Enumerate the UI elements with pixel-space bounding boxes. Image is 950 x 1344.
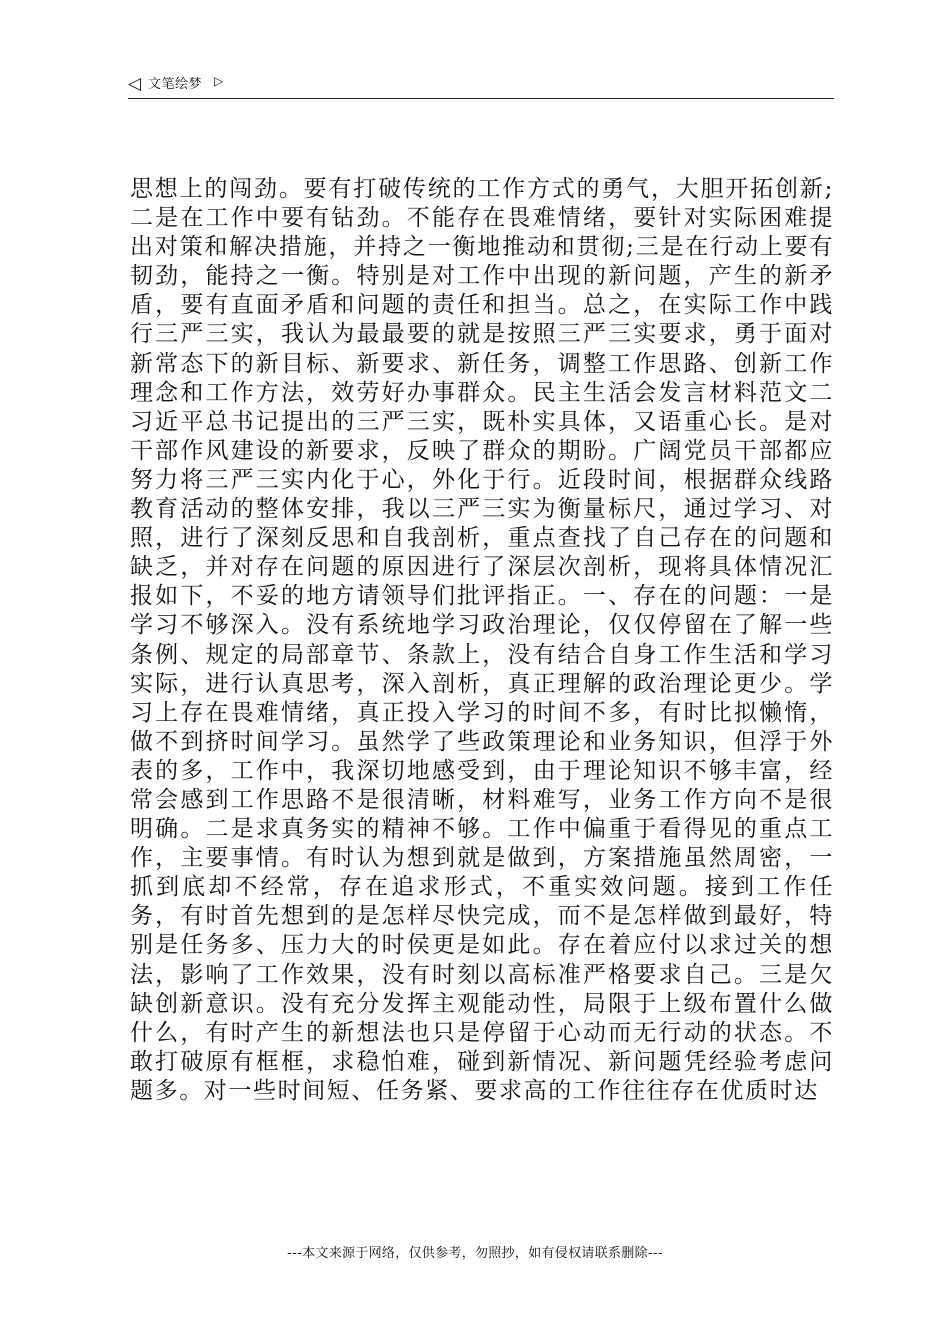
- header-title: 文笔绘梦: [148, 77, 203, 92]
- body-paragraph: 思想上的闯劲。要有打破传统的工作方式的勇气，大胆开拓创新;二是在工作中要有钻劲。不能存在畏难情绪，要针对实际困难提出对策和解决措施，并持之一衡地推动和贯彻;三是在行动上要有韧劲，能持之一衡。特别是对工作中出现的新问题，产生的新矛盾，要有直面矛盾和问题的责任和担当。总之，在实际工作中践行三严三实，我认为最最要的就是按照三严三实要求，勇于面对新常态下的新目标、新要求、新任务，调整工作思路、创新工作理念和工作方法，效劳好办事群众。民主生活会发言材料范文二习近平总书记提出的三严三实，既朴实具体，又语重心长。是对干部作风建设的新要求，反映了群众的期盼。广阔党员干部都应努力将三严三实内化于心，外化于行。近段时间，根据群众线路教育活动的整体安排，我以三严三实为衡量标尺，通过学习、对照，进行了深刻反思和自我剖析，重点查找了自己存在的问题和缺乏，并对存在问题的原因进行了深层次剖析，现将具体情况汇报如下，不妥的地方请领导们批评指正。一、存在的问题：一是学习不够深入。没有系统地学习政治理论，仅仅停留在了解一些条例、规定的局部章节、条款上，没有结合自身工作生活和学习实际，进行认真思考，深入剖析，真正理解的政治理论更少。学习上存在畏难情绪，真正投入学习的时间不多，有时比拟懒惰，做不到挤时间学习。虽然学了些政策理论和业务知识，但浮于外表的多，工作中，我深切地感受到，由于理论知识不够丰富，经常会感到工作思路不是很清晰，材料难写，业务工作方向不是很明确。二是求真务实的精神不够。工作中偏重于看得见的重点工作，主要事情。有时认为想到就是做到，方案措施虽然周密，一抓到底却不经常，存在追求形式，不重实效问题。接到工作任务，有时首先想到的是怎样尽快完成，而不是怎样做到最好，特别是任务多、压力大的时侯更是如此。存在着应付以求过关的想法，影响了工作效果，没有时刻以高标准严格要求自己。三是欠缺创新意识。没有充分发挥主观能动性，局限于上级布置什么做什么，有时产生的新想法也只是停留于心动而无行动的状态。不敢打破原有框框，求稳怕难，碰到新情况、新问题凭经验考虑问题多。对一些时间短、任务紧、要求高的工作往往存在优质时达: [130, 176, 834, 1104]
- page-header: [128, 74, 834, 99]
- left-triangle-icon: ◁: [128, 74, 142, 94]
- right-triangle-icon: ▷: [214, 74, 224, 88]
- footer-disclaimer: ---本文来源于网络，仅供参考，勿照抄，如有侵权请联系删除---: [287, 1246, 663, 1261]
